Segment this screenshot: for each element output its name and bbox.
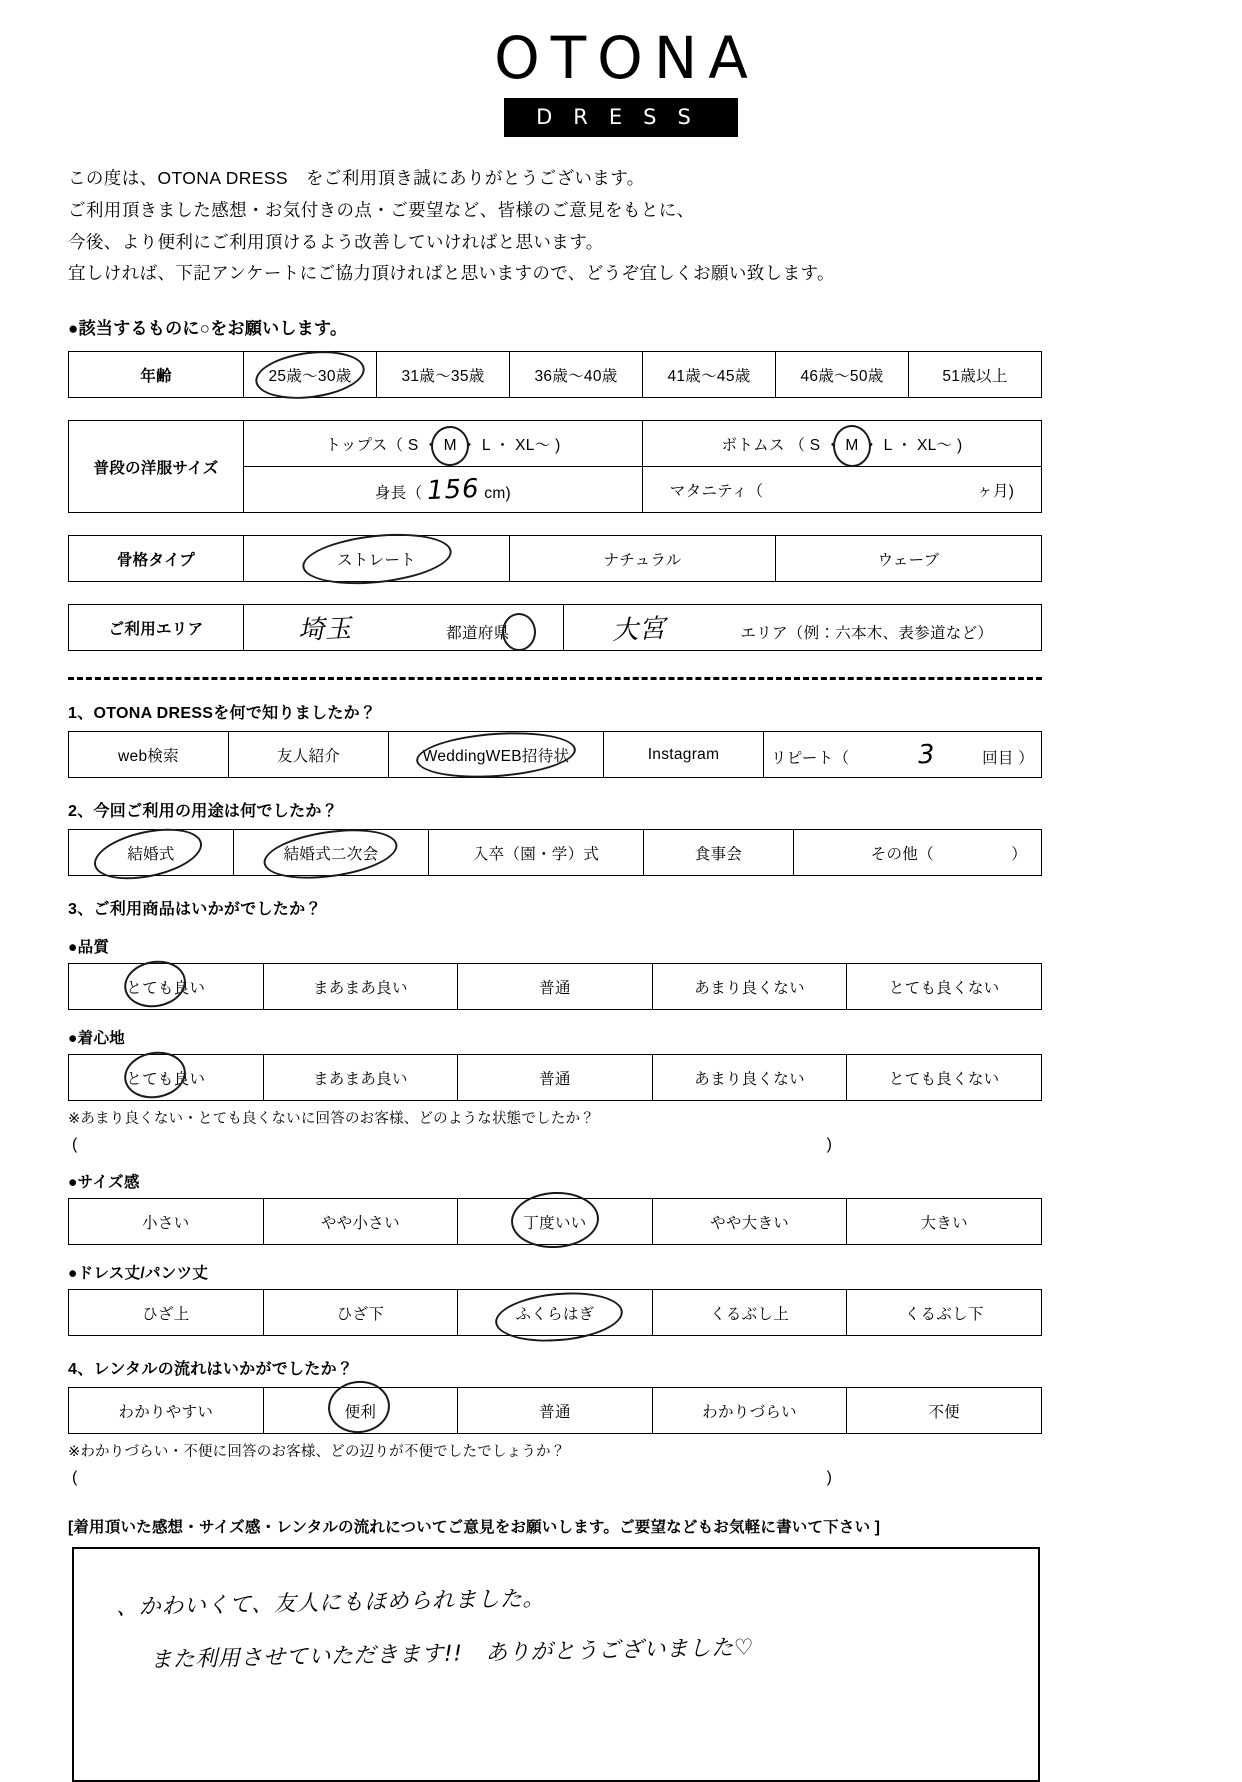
frame-option-wave[interactable]	[776, 536, 1042, 582]
q2-heading: 2、今回ご利用の用途は何でしたか？	[68, 803, 338, 821]
q4-option-label: 不便	[928, 1403, 960, 1421]
frame-type-table	[68, 535, 1042, 582]
q4-option-easy-to-understand[interactable]	[69, 1388, 264, 1434]
maternity-suffix: ヶ月)	[977, 482, 1015, 500]
intro-line-4: 宜しければ、下記アンケートにご協力頂ければと思いますので、どうぞ宜しくお願い致します。	[68, 263, 835, 284]
tops-suffix: ・ L ・ XL～ )	[461, 436, 561, 454]
frame-option-label: ストレート	[336, 551, 416, 569]
q3-quality-label: ●品質	[68, 939, 110, 957]
quality-option-very-good[interactable]	[69, 964, 264, 1010]
age-option-41-45[interactable]	[643, 352, 776, 398]
q4-heading: 4、レンタルの流れはいかがでしたか？	[68, 1361, 354, 1379]
table-row	[69, 964, 1042, 1010]
q3-heading: 3、ご利用商品はいかがでしたか？	[68, 901, 322, 919]
q2-option-wedding[interactable]	[69, 830, 234, 876]
length-option-above-ankle[interactable]	[652, 1290, 847, 1336]
prefecture-cell[interactable]	[244, 605, 564, 651]
age-option-label: 41歳～45歳	[667, 367, 751, 385]
circle-instruction: ●該当するものに○をお願いします。	[68, 319, 348, 339]
q3-length-label: ●ドレス丈/パンツ丈	[68, 1265, 209, 1283]
table-row	[69, 1199, 1042, 1245]
length-option-label: ひざ下	[336, 1305, 385, 1323]
length-option-below-ankle[interactable]	[847, 1290, 1042, 1336]
length-option-label: くるぶし下	[904, 1305, 984, 1323]
q2-option-label: 結婚式	[127, 845, 175, 863]
q3-fit-table	[68, 1198, 1042, 1245]
comment-heading: [着用頂いた感想・サイズ感・レンタルの流れについてご意見をお願いします。ご要望などもお気軽に書いて下さい ]	[68, 1519, 881, 1537]
length-option-calf[interactable]	[458, 1290, 653, 1336]
length-option-below-knee[interactable]	[263, 1290, 458, 1336]
q1-option-instagram[interactable]	[604, 732, 764, 778]
comfort-option-normal[interactable]	[458, 1055, 653, 1101]
fit-option-label: 丁度いい	[523, 1214, 587, 1232]
comfort-option-label: とても良い	[126, 1070, 206, 1088]
length-option-label: ふくらはぎ	[515, 1305, 595, 1323]
q4-option-normal[interactable]	[458, 1388, 653, 1434]
comment-line-2: また利用させていただきます!! ありがとうございました♡	[149, 1635, 755, 1674]
comfort-option-label: あまり良くない	[694, 1070, 805, 1088]
brand-name: OTONA	[494, 24, 759, 92]
age-label: 年齢	[69, 352, 244, 398]
q1-option-label: Instagram	[647, 745, 720, 763]
brand-logo	[0, 0, 1242, 137]
frame-type-label: 骨格タイプ	[69, 536, 244, 582]
age-option-31-35[interactable]	[377, 352, 510, 398]
paren-open: (	[72, 1469, 78, 1487]
quality-option-not-very-good[interactable]	[652, 964, 847, 1010]
length-option-label: ひざ上	[142, 1305, 190, 1323]
q1-table	[68, 731, 1042, 778]
usage-area-label: ご利用エリア	[69, 605, 244, 651]
q2-option-wedding-afterparty[interactable]	[234, 830, 429, 876]
q1-repeat-value: 3	[917, 739, 937, 771]
bottoms-selected-size: M	[845, 436, 859, 454]
fit-option-small[interactable]	[69, 1199, 264, 1245]
fit-option-label: 小さい	[142, 1214, 190, 1232]
q4-option-label: わかりづらい	[702, 1403, 797, 1421]
intro-line-3: 今後、より便利にご利用頂けるよう改善していければと思います。	[68, 231, 604, 252]
age-option-46-50[interactable]	[776, 352, 909, 398]
height-value: 156	[426, 473, 481, 506]
quality-option-label: とても良い	[126, 979, 206, 997]
area-cell[interactable]	[564, 605, 1042, 651]
q1-repeat-suffix: 回目 ）	[982, 749, 1035, 767]
q2-option-label: 入卒（園・学）式	[472, 845, 600, 863]
q1-option-web-search[interactable]	[69, 732, 229, 778]
paren-close: )	[826, 1469, 832, 1487]
q3-comfort-answer-row[interactable]	[72, 1136, 832, 1154]
q4-option-hard-to-understand[interactable]	[652, 1388, 847, 1434]
clothing-size-label: 普段の洋服サイズ	[69, 421, 244, 513]
table-row	[69, 732, 1042, 778]
brand-subname: DRESS	[504, 98, 738, 137]
q1-option-label: 友人紹介	[276, 747, 341, 765]
q4-option-inconvenient[interactable]	[847, 1388, 1042, 1434]
usage-area-table	[68, 604, 1042, 651]
area-value: 大宮	[611, 614, 667, 647]
q4-table	[68, 1387, 1042, 1434]
bottoms-prefix: ボトムス （ S ・	[721, 436, 841, 454]
fit-option-large[interactable]	[847, 1199, 1042, 1245]
age-option-label: 31歳～35歳	[401, 367, 485, 385]
q4-option-convenient[interactable]	[263, 1388, 458, 1434]
quality-option-normal[interactable]	[458, 964, 653, 1010]
table-row	[69, 421, 1042, 467]
q2-option-school-ceremony[interactable]	[429, 830, 644, 876]
quality-option-label: あまり良くない	[694, 979, 805, 997]
table-row	[69, 605, 1042, 651]
clothing-size-table	[68, 420, 1042, 513]
quality-option-very-bad[interactable]	[847, 964, 1042, 1010]
paren-close: )	[826, 1136, 832, 1154]
q4-option-label: 便利	[344, 1403, 377, 1421]
tops-selected-size: M	[443, 436, 457, 454]
q3-quality-table	[68, 963, 1042, 1010]
q3-length-table	[68, 1289, 1042, 1336]
q1-option-friend-referral[interactable]	[229, 732, 389, 778]
height-suffix: cm)	[484, 484, 511, 502]
frame-option-label: ナチュラル	[603, 551, 682, 569]
q1-option-label: WeddingWEB招待状	[422, 747, 570, 765]
quality-option-label: とても良くない	[888, 979, 1000, 997]
age-option-label: 46歳～50歳	[800, 367, 884, 385]
length-option-label: くるぶし上	[710, 1305, 790, 1323]
tops-prefix: トップス（ S ・	[325, 436, 439, 454]
fit-option-just-right[interactable]	[458, 1199, 653, 1245]
frame-option-straight[interactable]	[244, 536, 510, 582]
table-row	[69, 1055, 1042, 1101]
frame-option-natural[interactable]	[510, 536, 776, 582]
q4-answer-row[interactable]	[72, 1469, 832, 1487]
prefecture-suffix: 都道府県	[446, 625, 510, 643]
table-row	[69, 536, 1042, 582]
comfort-option-label: まあまあ良い	[312, 1070, 408, 1088]
table-row	[69, 830, 1042, 876]
q1-heading: 1、OTONA DRESSを何で知りましたか？	[68, 705, 377, 723]
age-option-label: 25歳～30歳	[268, 367, 352, 385]
comfort-option-label: とても良くない	[888, 1070, 1000, 1088]
q3-comfort-note: ※あまり良くない・とても良くないに回答のお客様、どのような状態でしたか？	[68, 1111, 595, 1128]
fit-option-label: 大きい	[920, 1214, 968, 1232]
paren-open: (	[72, 1136, 78, 1154]
comfort-option-very-good[interactable]	[69, 1055, 264, 1101]
q3-comfort-label: ●着心地	[68, 1030, 126, 1048]
age-option-label: 36歳～40歳	[534, 367, 618, 385]
age-option-label: 51歳以上	[942, 367, 1008, 385]
q2-option-label: 食事会	[694, 845, 743, 863]
q2-option-label: 結婚式二次会	[283, 845, 379, 863]
fit-option-slightly-large[interactable]	[652, 1199, 847, 1245]
quality-option-label: 普通	[539, 979, 571, 997]
comfort-option-very-bad[interactable]	[847, 1055, 1042, 1101]
q4-option-label: わかりやすい	[118, 1403, 214, 1421]
q1-option-label: web検索	[118, 747, 179, 765]
tops-size-cell[interactable]	[244, 421, 643, 467]
age-option-51-plus[interactable]	[909, 352, 1042, 398]
q2-other-prefix: その他（	[870, 845, 934, 863]
length-option-above-knee[interactable]	[69, 1290, 264, 1336]
comment-line-1: 、かわいくて、友人にもほめられました。	[115, 1586, 546, 1621]
q3-fit-label: ●サイズ感	[68, 1174, 140, 1192]
bottoms-selected-size-wrap	[845, 437, 858, 455]
maternity-prefix: マタニティ（	[669, 482, 764, 500]
table-row	[69, 352, 1042, 398]
age-table	[68, 351, 1042, 398]
q1-repeat-prefix: リピート（	[770, 749, 850, 767]
prefecture-value: 埼玉	[297, 614, 353, 647]
q2-option-dinner[interactable]	[644, 830, 794, 876]
maternity-cell[interactable]	[643, 467, 1042, 513]
frame-option-label: ウェーブ	[877, 551, 940, 569]
intro-line-1: この度は、OTONA DRESS をご利用頂き誠にありがとうございます。	[68, 167, 645, 188]
q1-option-wedding-web-invitation[interactable]	[389, 732, 604, 778]
comment-box[interactable]	[72, 1547, 1040, 1782]
q2-other-cell[interactable]	[794, 830, 1042, 876]
fit-option-label: やや小さい	[320, 1214, 400, 1232]
q3-comfort-table	[68, 1054, 1042, 1101]
intro-line-2: ご利用頂きました感想・お気付きの点・ご要望など、皆様のご意見をもとに、	[68, 199, 695, 220]
area-suffix: エリア（例：六本木、表参道など）	[740, 625, 994, 643]
q4-note: ※わかりづらい・不便に回答のお客様、どの辺りが不便でしたでしょうか？	[68, 1444, 566, 1461]
table-row	[69, 1290, 1042, 1336]
height-prefix: 身長（	[375, 484, 423, 502]
bottoms-suffix: ・ L ・ XL～ )	[863, 436, 963, 454]
fit-option-slightly-small[interactable]	[263, 1199, 458, 1245]
age-option-36-40[interactable]	[510, 352, 643, 398]
comfort-option-fairly-good[interactable]	[263, 1055, 458, 1101]
age-option-25-30[interactable]	[244, 352, 377, 398]
quality-option-label: まあまあ良い	[312, 979, 408, 997]
prefecture-suffix-wrap	[446, 621, 509, 643]
q4-option-label: 普通	[539, 1403, 571, 1421]
section-divider	[68, 677, 1042, 680]
comfort-option-label: 普通	[539, 1070, 571, 1088]
quality-option-fairly-good[interactable]	[263, 964, 458, 1010]
bottoms-size-cell[interactable]	[643, 421, 1042, 467]
intro-text	[68, 163, 1242, 290]
comfort-option-not-very-good[interactable]	[652, 1055, 847, 1101]
q2-table	[68, 829, 1042, 876]
fit-option-label: やや大きい	[710, 1214, 790, 1232]
table-row	[69, 1388, 1042, 1434]
height-cell[interactable]	[244, 467, 643, 513]
q1-repeat-cell[interactable]	[764, 732, 1042, 778]
tops-selected-size-wrap	[444, 437, 457, 455]
q2-other-suffix: ）	[1011, 845, 1027, 863]
